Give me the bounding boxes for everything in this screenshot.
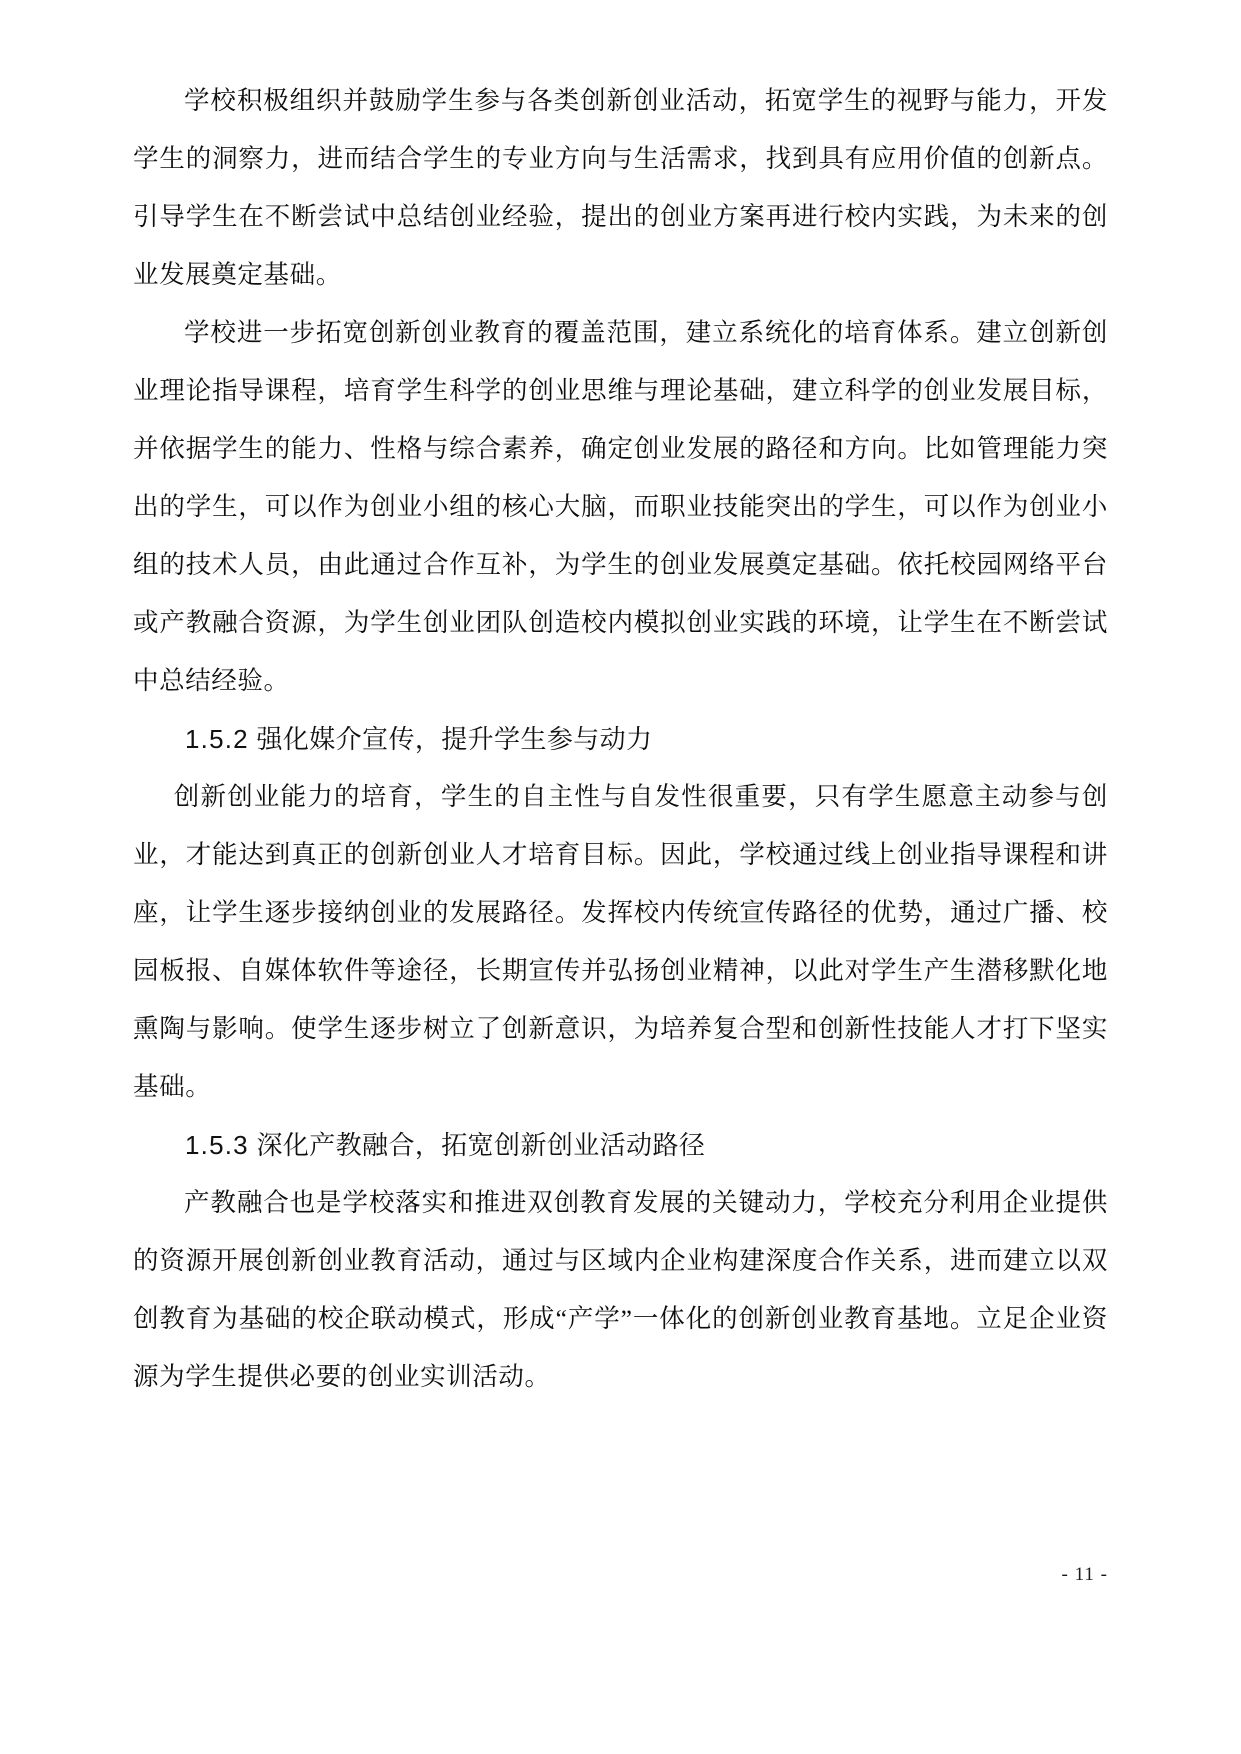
paragraph-1: 学校积极组织并鼓励学生参与各类创新创业活动，拓宽学生的视野与能力，开发学生的洞察力，进而结合学生的专业方向与生活需求，找到具有应用价值的创新点。引导学生在不断尝试中总结创业经验，提出的创业方案再进行校内实践，为未来的创业发展奠定基础。 [133,86,1108,289]
heading-1-5-2 [133,710,1108,768]
page-content [133,72,1108,1406]
paragraph-4: 产教融合也是学校落实和推进双创教育发展的关键动力，学校充分利用企业提供的资源开展创新创业教育活动，通过与区域内企业构建深度合作关系，进而建立以双创教育为基础的校企联动模式，形成“产学”一体化的创新创业教育基地。立足企业资源为学生提供必要的创业实训活动。 [133,1188,1108,1391]
heading-1-5-3-number: 1.5.3 [185,1130,249,1160]
heading-1-5-3-title: 深化产教融合，拓宽创新创业活动路径 [256,1130,706,1160]
page-number: - 11 - [1061,1564,1108,1585]
heading-1-5-2-number: 1.5.2 [185,724,249,754]
heading-1-5-3 [133,1116,1108,1174]
paragraph-2: 学校进一步拓宽创新创业教育的覆盖范围，建立系统化的培育体系。建立创新创业理论指导课程，培育学生科学的创业思维与理论基础，建立科学的创业发展目标，并依据学生的能力、性格与综合素养，确定创业发展的路径和方向。比如管理能力突出的学生，可以作为创业小组的核心大脑，而职业技能突出的学生，可以作为创业小组的技术人员，由此通过合作互补，为学生的创业发展奠定基础。依托校园网络平台或产教融合资源，为学生创业团队创造校内模拟创业实践的环境，让学生在不断尝试中总结经验。 [133,318,1108,695]
heading-1-5-2-title: 强化媒介宣传，提升学生参与动力 [256,724,653,754]
paragraph-3: 创新创业能力的培育，学生的自主性与自发性很重要，只有学生愿意主动参与创业，才能达到真正的创新创业人才培育目标。因此，学校通过线上创业指导课程和讲座，让学生逐步接纳创业的发展路径。发挥校内传统宣传路径的优势，通过广播、校园板报、自媒体软件等途径，长期宣传并弘扬创业精神，以此对学生产生潜移默化地熏陶与影响。使学生逐步树立了创新意识，为培养复合型和创新性技能人才打下坚实基础。 [133,782,1108,1101]
